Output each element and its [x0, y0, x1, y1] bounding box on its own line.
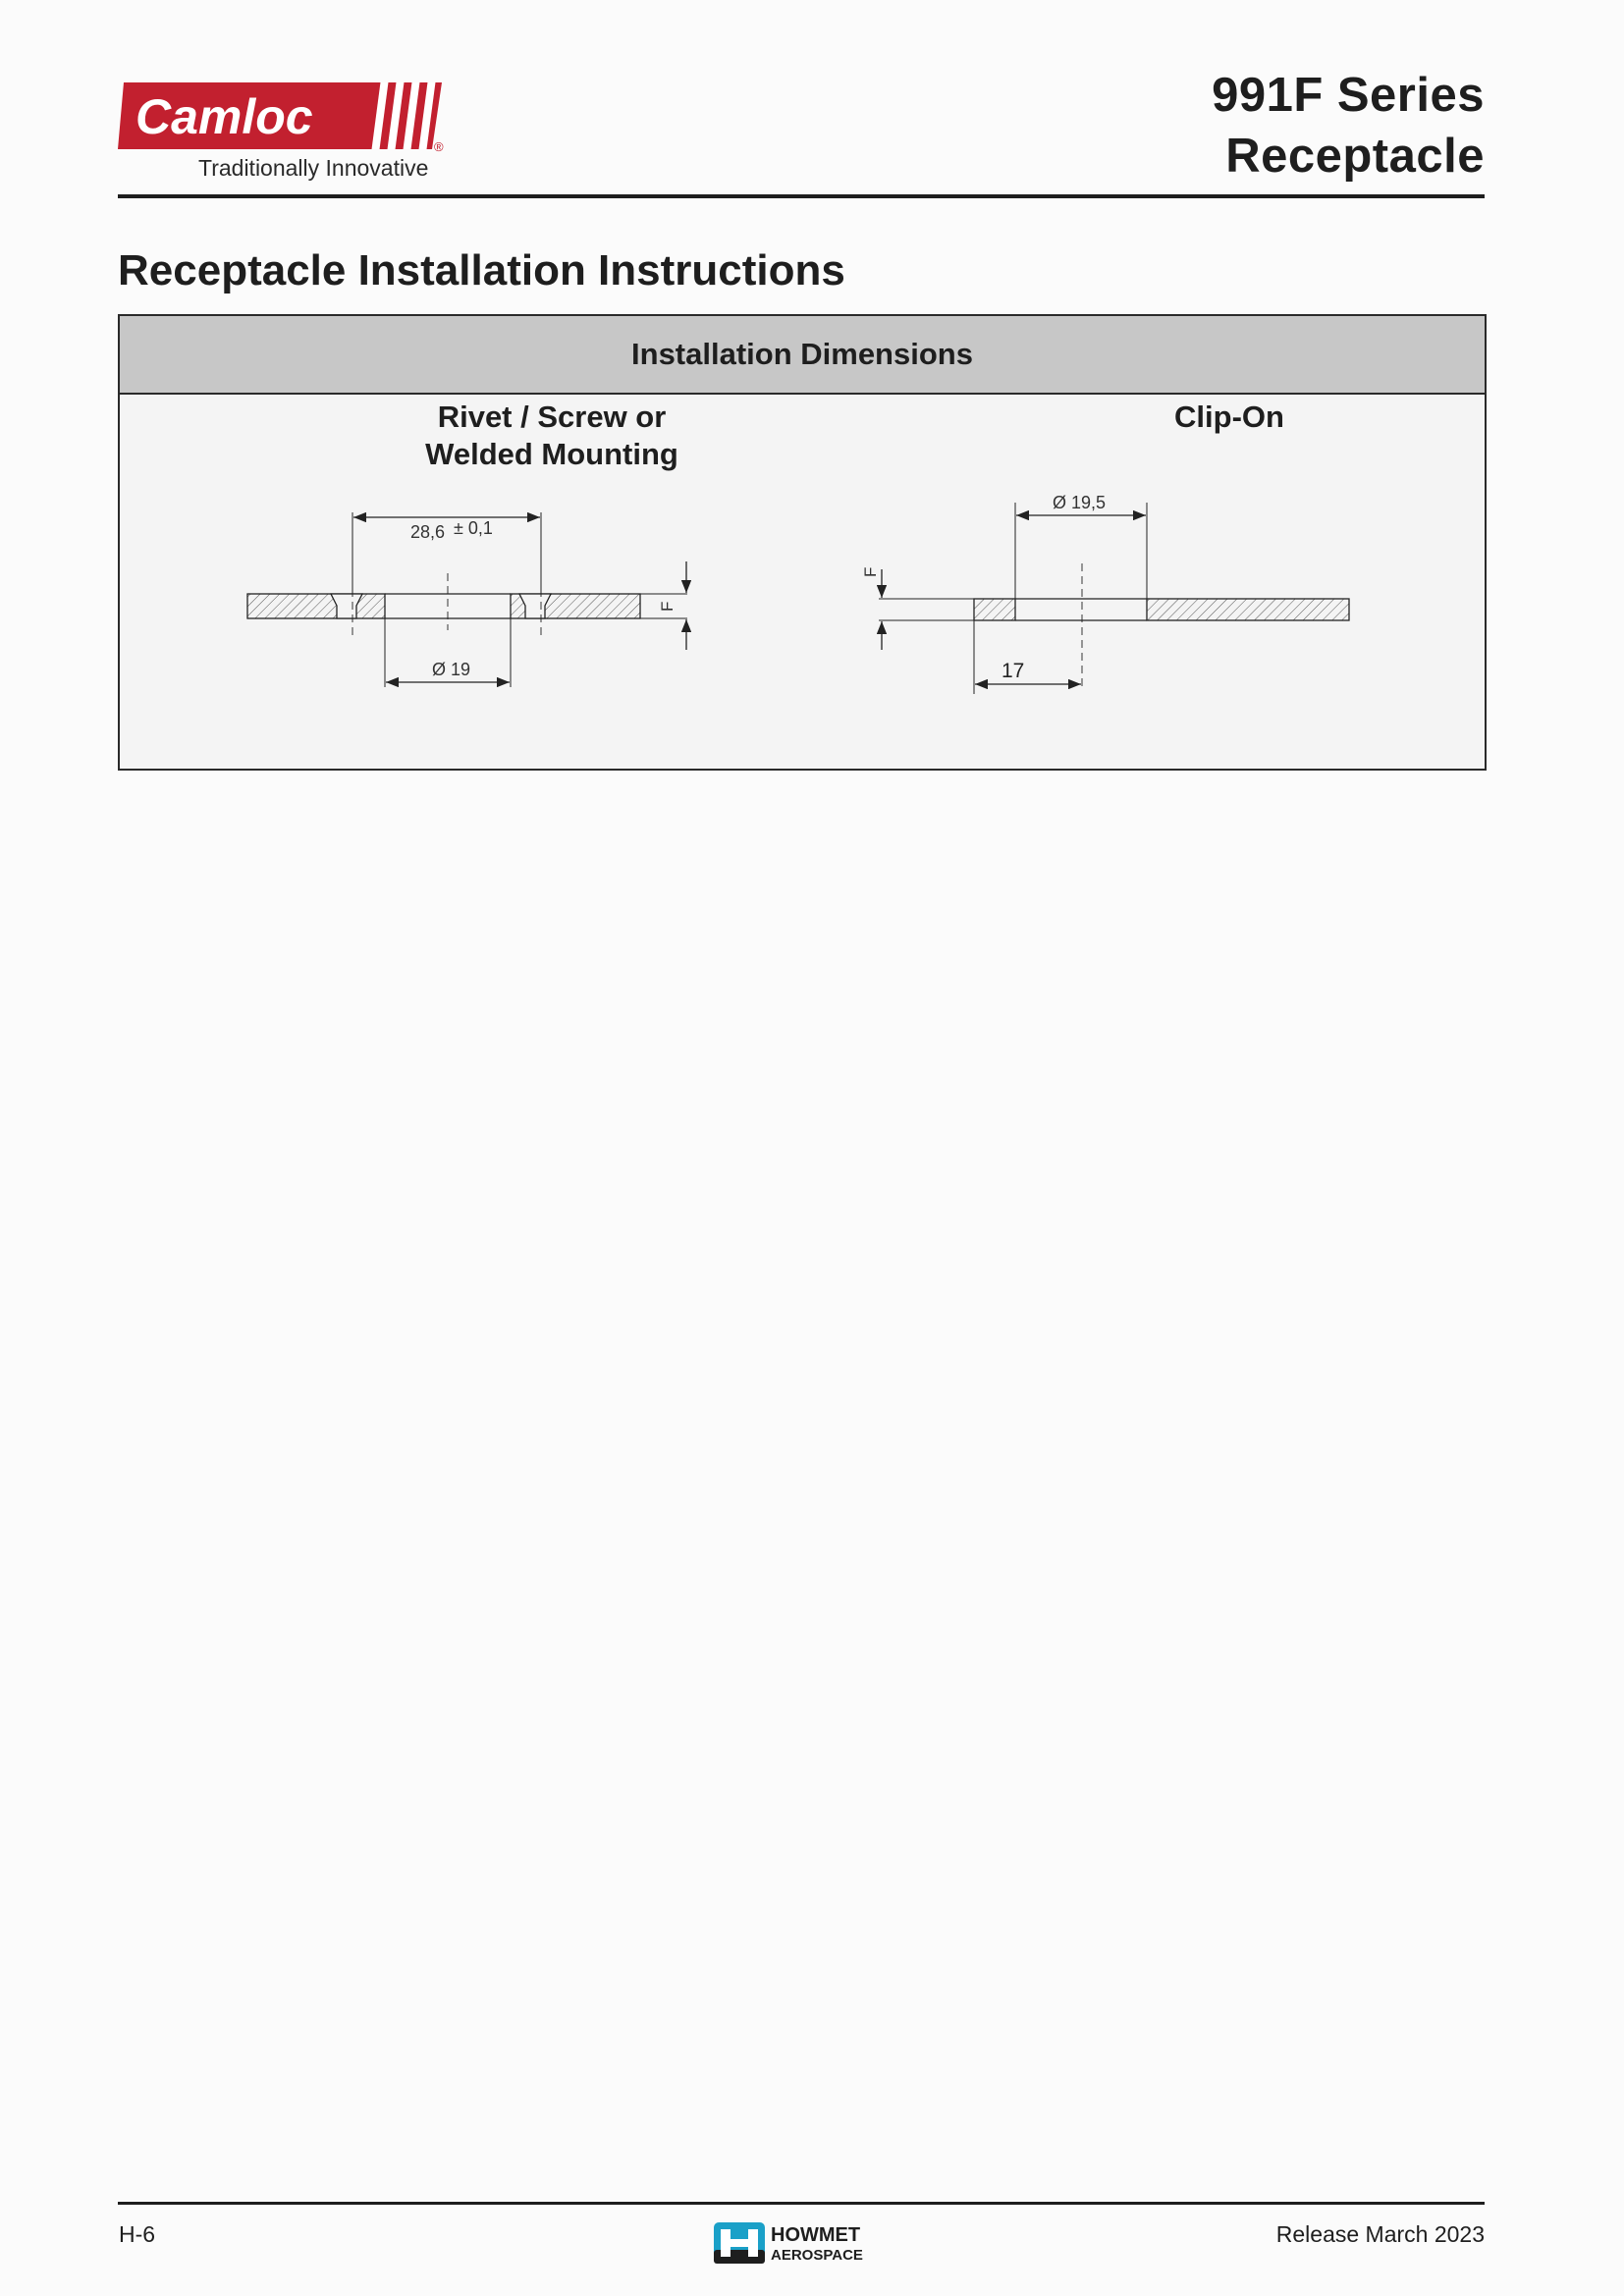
aerospace-name: AEROSPACE — [771, 2247, 863, 2264]
footer-divider — [118, 2202, 1485, 2205]
registered-mark: ® — [434, 139, 444, 154]
panel-header: Installation Dimensions — [120, 316, 1485, 395]
rivet-thickness-label: F — [658, 601, 677, 612]
clip-plate-right — [1147, 599, 1349, 620]
rivet-tolerance-label: ± 0,1 — [454, 518, 493, 538]
clip-edge-label: 17 — [1001, 660, 1025, 682]
howmet-name: HOWMET — [771, 2224, 861, 2246]
installation-dimensions-panel — [118, 314, 1487, 771]
clip-plate-left — [974, 599, 1015, 620]
page-number: H-6 — [119, 2221, 156, 2247]
camloc-logo — [118, 79, 452, 187]
rivet-plate-left — [247, 594, 385, 618]
section-heading: Receptacle Installation Instructions — [118, 246, 845, 294]
rivet-hole-label: Ø 19 — [432, 660, 471, 679]
release-date: Release March 2023 — [1275, 2221, 1485, 2247]
howmet-h-icon — [714, 2222, 765, 2264]
howmet-aerospace-logo — [714, 2220, 891, 2266]
title-line-2: Receptacle — [1225, 130, 1485, 183]
rivet-heading-line-2: Welded Mounting — [425, 437, 678, 471]
clip-hole-label: Ø 19,5 — [1053, 493, 1107, 512]
brand-name: Camloc — [135, 89, 313, 144]
rivet-heading-line-1: Rivet / Screw or — [437, 400, 667, 434]
technical-drawings — [120, 316, 1485, 769]
clip-thickness-label: F — [861, 566, 880, 577]
rivet-spacing-label: 28,6 — [410, 522, 446, 542]
clip-column-heading: Clip-On — [1174, 400, 1284, 434]
document-title — [1212, 65, 1485, 187]
title-line-1: 991F Series — [1212, 69, 1485, 122]
brand-tagline: Traditionally Innovative — [198, 155, 429, 181]
header-divider — [118, 194, 1485, 198]
clip-drawing — [879, 503, 1349, 694]
